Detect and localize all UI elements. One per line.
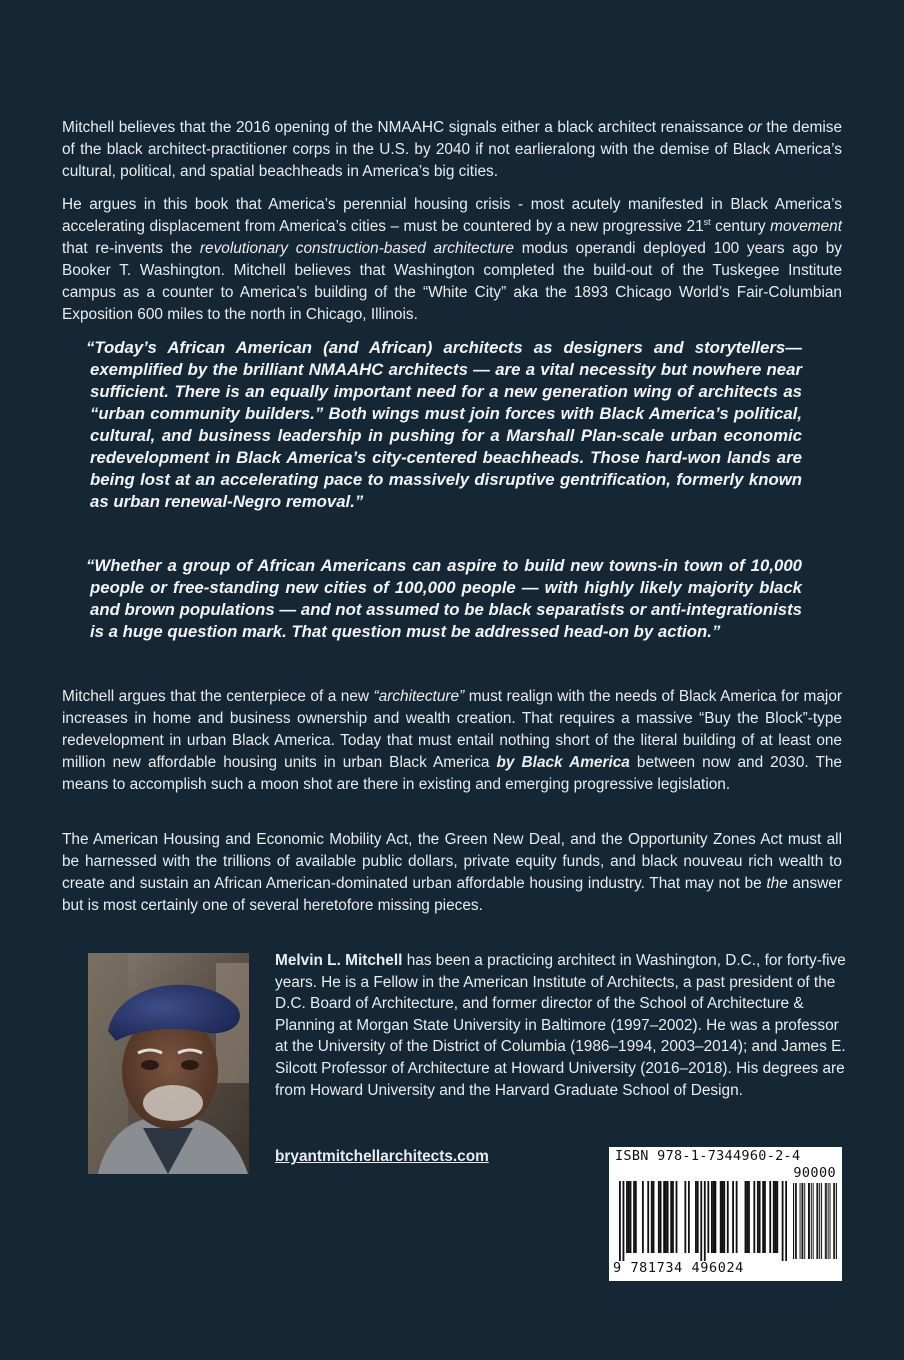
barcode-bar [727, 1181, 729, 1253]
addon-bar [795, 1183, 796, 1259]
barcode-bar [704, 1181, 706, 1261]
barcode-bar [736, 1181, 738, 1253]
barcode-bar [660, 1181, 662, 1253]
barcode-bar [762, 1181, 764, 1253]
addon-bar [811, 1183, 812, 1259]
addon-bars [793, 1183, 837, 1259]
barcode-bar [711, 1181, 713, 1253]
barcode-bar [722, 1181, 724, 1253]
addon-bar [826, 1183, 827, 1259]
centerpiece-paragraph: Mitchell argues that the centerpiece of a new “architecture” must realign with the needs of Black America for major increases in home and business ownership and wealth creation. That requires a massive “Buy the Block”-type redevelopment in urban Black America. Today that must entail nothing short of the literal building of at least one million new affordable housing units in urban Black America by Black America between now and 2030. The means to accomplish such a moon shot are there in existing and emerging progressive legislation. [62, 688, 842, 793]
barcode-bar [707, 1181, 709, 1253]
pull-quote-architects: “Today’s African American (and African) architects as designers and storytellers—exemplified by the brilliant NMAAHC architects — are a vital necessity but nowhere near sufficient. There is an equally important need for a new generation wing of architects as “urban community builders.” Both wings must join forces with Black America’s political, cultural, and business leadership in pushing for a Marshall Plan-scale urban economic redevelopment in Black America’s city-centered beachheads. Those hard-won lands are being lost at an accelerating pace to massively disruptive gentrification, formerly known as urban renewal-Negro removal.” [86, 338, 802, 511]
barcode-bar [628, 1181, 630, 1253]
addon-bar [825, 1183, 826, 1259]
argument-paragraph: He argues in this book that America’s perennial housing crisis - most acutely manifested in Black America’s accelerating displacement from America’s cities – must be countered by a new progressive 21st century movement that re-invents the revolutionary construction-based architecture modus operandi deployed 100 years ago by Booker T. Washington. Mitchell believes that Washington completed the build-out of the Tuskegee Institute campus as a counter to America’s building of the “White City” aka the 1893 Chicago World’s Fair-Columbian Exposition 600 miles to the north in Chicago, Illinois. [62, 196, 842, 323]
barcode-bar [757, 1181, 759, 1253]
barcode-bar [773, 1181, 775, 1253]
addon-bar [819, 1183, 820, 1259]
barcode-bar [720, 1181, 722, 1253]
barcode-bar [651, 1181, 653, 1253]
barcode-bar [723, 1181, 725, 1253]
ean-bars [619, 1181, 787, 1261]
pull-quote-new-towns: “Whether a group of African Americans can aspire to build new towns-in town of 10,000 people or free-standing new cities of 100,000 people — with highly likely majority black and brown populations — and not assumed to be black separatists or anti-integrationists is a huge question mark. That question must be addressed head-on by action.” [86, 556, 802, 641]
legislation-paragraph: The American Housing and Economic Mobility Act, the Green New Deal, and the Opportunity Zones Act must all be harnessed with the trillions of available public dollars, private equity funds, and black nouveau rich wealth to create and sustain an African American-dominated urban affordable housing industry. That may not be the answer but is most certainly one of several heretofore missing pieces. [62, 831, 842, 914]
addon-bar [828, 1183, 829, 1259]
barcode-bar [714, 1181, 716, 1253]
barcode-bar [688, 1181, 690, 1253]
barcode-bar [782, 1181, 784, 1261]
barcode-bar [776, 1181, 778, 1253]
ean-digits: 9 781734 496024 [613, 1260, 744, 1276]
addon-bar [830, 1183, 831, 1259]
addon-bar [796, 1183, 797, 1259]
addon-bar [834, 1183, 835, 1259]
addon-bar [804, 1183, 805, 1259]
barcode-bar [672, 1181, 674, 1253]
barcode-bar [713, 1181, 715, 1253]
barcode-bar [642, 1181, 644, 1253]
barcode-bar [684, 1181, 686, 1253]
barcode-bar [775, 1181, 777, 1253]
barcode-bar [667, 1181, 669, 1253]
addon-bar [801, 1183, 802, 1259]
addon-bar [816, 1183, 817, 1259]
barcode-bar [732, 1181, 734, 1253]
addon-bar [821, 1183, 822, 1259]
addon-bar [809, 1183, 810, 1259]
website-link[interactable]: bryantmitchellarchitects.com [275, 1148, 489, 1165]
isbn-label: ISBN 978-1-7344960-2-4 [615, 1148, 801, 1164]
barcode-bar [785, 1181, 787, 1261]
barcode-bar [626, 1181, 628, 1253]
addon-bar [808, 1183, 809, 1259]
addon-bar [802, 1183, 803, 1259]
addon-bar [817, 1183, 818, 1259]
barcode-bar [630, 1181, 632, 1253]
barcode-bar [697, 1181, 699, 1253]
addon-bar [813, 1183, 814, 1259]
barcode-bar [764, 1181, 766, 1253]
barcode-bar [619, 1181, 621, 1261]
addon-bar [833, 1183, 834, 1259]
barcode-bar [676, 1181, 678, 1253]
author-name: Melvin L. Mitchell [275, 952, 403, 969]
barcode-bar [753, 1181, 755, 1253]
barcode-bar [670, 1181, 672, 1253]
barcode-bar [623, 1181, 625, 1261]
barcode-bar [769, 1181, 771, 1253]
barcode-bar [663, 1181, 665, 1253]
barcode-bar [665, 1181, 667, 1253]
barcode-bar [653, 1181, 655, 1253]
barcode-bar [658, 1181, 660, 1253]
addon-bar [793, 1183, 794, 1259]
price-code: 90000 [793, 1165, 836, 1181]
author-photo [88, 953, 249, 1174]
barcode-bar [633, 1181, 635, 1253]
barcode-bar [695, 1181, 697, 1253]
isbn-barcode [609, 1147, 842, 1281]
barcode-bar [635, 1181, 637, 1253]
addon-bar [836, 1183, 837, 1259]
author-bio: Melvin L. Mitchell has been a practicing architect in Washington, D.C., for forty-five years. He is a Fellow in the American Institute of Architects, a past president of the D.C. Board of Architecture, and former director of the School of Architecture & Planning at Morgan State University in Baltimore (1997–2002). He was a professor at the University of the District of Columbia (1986–1994, 2003–2014); and James E. Silcott Professor of Architecture at Howard University (2016–2018). His degrees are from Howard University and the Harvard Graduate School of Design. [275, 952, 846, 1099]
barcode-bar [759, 1181, 761, 1253]
barcode-bar [745, 1181, 747, 1253]
intro-paragraph: Mitchell believes that the 2016 opening of the NMAAHC signals either a black architect renaissance or the demise of the black architect-practitioner corps in the U.S. by 2040 if not earlieralong with the demise of Black America’s cultural, political, and spatial beachheads in America’s big cities. [62, 119, 842, 180]
barcode-bar [700, 1181, 702, 1261]
barcode-bar [746, 1181, 748, 1253]
addon-bar [800, 1183, 801, 1259]
barcode-bar [647, 1181, 649, 1253]
barcode-bar [748, 1181, 750, 1253]
